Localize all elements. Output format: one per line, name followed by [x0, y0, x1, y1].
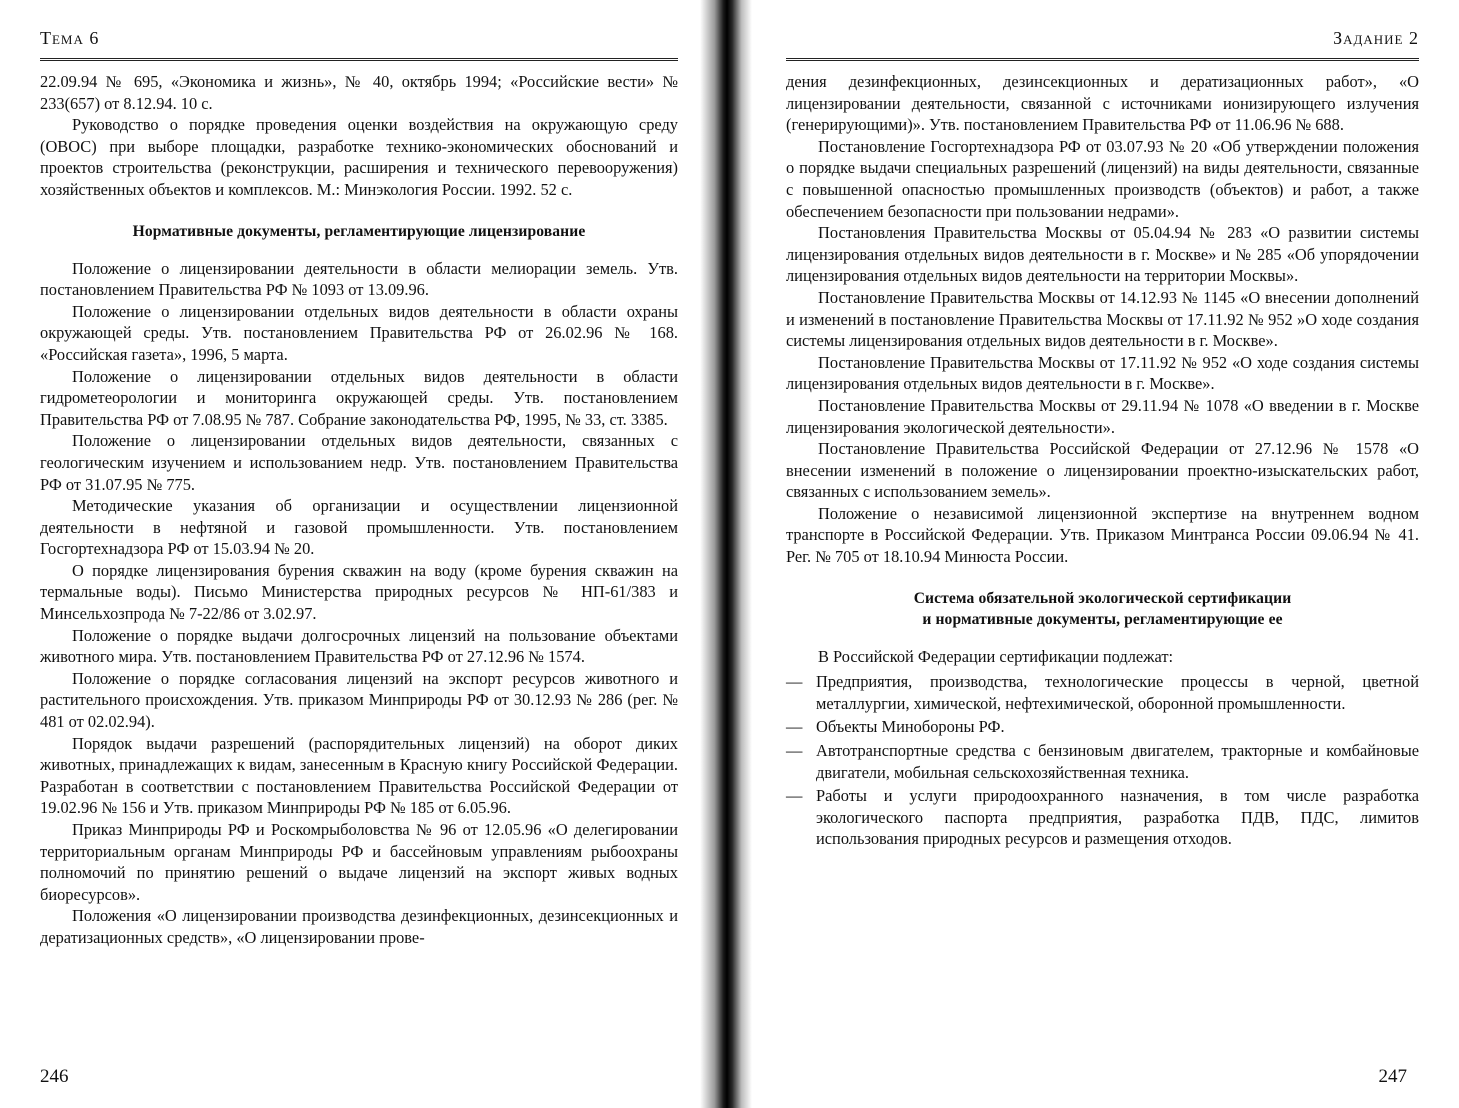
section-heading-line: и нормативные документы, регламентирующие ее [922, 610, 1283, 628]
running-head-right: Задание 2 [1333, 28, 1419, 48]
left-page [0, 0, 700, 1108]
section-heading-line: Система обязательной экологической сертификации [913, 589, 1292, 607]
section-heading [786, 588, 1419, 630]
paragraph: Положение о независимой лицензионной экспертизе на внутреннем водном транспорте в Российской Федерации. Утв. Приказом Минтранса России 09.06.94 № 41. Рег. № 705 от 18.10.94 Минюста России. [786, 503, 1419, 567]
paragraph: Руководство о порядке проведения оценки воздействия на окружающую среду (ОВОС) при выборе площадки, разработке технико-экономических обоснований и проектов строительства (реконструкции, расширения и технического перевооружения) хозяйственных объектов и комплексов. М.: Минэкология России. 1992. 52 с. [40, 115, 678, 199]
header-rule-left [40, 58, 678, 61]
paragraph: О порядке лицензирования бурения скважин на воду (кроме бурения скважин на термальные воды). Письмо Министерства природных ресурсов № НП-61/383 и Минсельхозпрода № 7-22/86 от 3.02.97. [40, 560, 678, 624]
paragraph: Положение о лицензировании отдельных видов деятельности в области гидрометеорологии и мониторинга окружающей среды. Утв. постановлением Правительства РФ от 7.08.95 № 787. Собрание законодательства РФ, 1995, № 33, ст. 3385. [40, 366, 678, 429]
paragraph: Постановление Правительства Москвы от 14.12.93 № 1145 «О внесении дополнений и изменений в постановление Правительства Москвы от 17.11.92 № 952 »О ходе создания системы лицензирования отдельных видов деятельности в г. Москве». [786, 287, 1419, 351]
paragraph: 22.09.94 № 695, «Экономика и жизнь», № 40, октябрь 1994; «Российские вести» № 233(657) от 8.12.94. 10 с. [40, 72, 678, 113]
paragraph: дения дезинфекционных, дезинсекционных и дератизационных работ», «О лицензировании деятельности, связанной с источниками ионизирующего излучения (генерирующими)». Утв. постановлением Правительства РФ от 11.06.96 № 688. [786, 72, 1419, 135]
paragraph: Положение о порядке выдачи долгосрочных лицензий на пользование объектами животного мира. Утв. постановлением Правительства РФ от 27.12.96 № 1574. [40, 625, 678, 667]
paragraph: Постановление Госгортехнадзора РФ от 03.07.93 № 20 «Об утверждении положения о порядке выдачи специальных разрешений (лицензий) на виды деятельности, связанные с повышенной опасностью промышленных производств (объектов) и работ, а также обеспечением безопасности при пользовании недрами». [786, 136, 1419, 221]
right-page-body [786, 71, 1419, 850]
paragraph: Приказ Минприроды РФ и Роскомрыболовства № 96 от 12.05.96 «О делегировании территориальным органам Минприроды РФ и бассейновым управлениям рыбоохраны полномочий по принятию решений о выдаче лицензий на экспорт живых водных биоресурсов». [40, 820, 678, 904]
paragraph: Положение о порядке согласования лицензий на экспорт ресурсов животного и растительного происхождения. Утв. приказом Минприроды РФ от 30.12.93 № 286 (рег. № 481 от 02.02.94). [40, 668, 678, 732]
paragraph: Постановление Правительства Москвы от 29.11.94 № 1078 «О введении в г. Москве лицензирования экологической деятельности». [786, 395, 1419, 437]
paragraph: Методические указания об организации и осуществлении лицензионной деятельности в нефтяной и газовой промышленности. Утв. постановлением Госгортехнадзора РФ от 15.03.94 № 20. [40, 496, 678, 559]
list-item: — Автотранспортные средства с бензиновым двигателем, тракторные и комбайновые двигатели, мобильная сельскохозяйственная техника. [786, 740, 1419, 783]
certification-list [786, 671, 1419, 850]
paragraph: Положение о лицензировании отдельных видов деятельности в области охраны окружающей среды. Утв. постановлением Правительства РФ от 26.02.96 № 168. «Российская газета», 1996, 5 марта. [40, 301, 678, 364]
list-intro: В Российской Федерации сертификации подлежат: [818, 646, 1174, 666]
page-number-left: 246 [40, 1066, 69, 1087]
list-item: — Объекты Минобороны РФ. [786, 716, 1419, 738]
paragraph: Постановление Правительства Москвы от 17.11.92 № 952 «О ходе создания системы лицензирования отдельных видов деятельности в г. Москве». [786, 352, 1419, 394]
paragraph: Постановление Правительства Российской Федерации от 27.12.96 № 1578 «О внесении изменений в положение о лицензировании проектно-изыскательских работ, связанных с использованием земель». [786, 439, 1419, 502]
paragraph: Постановления Правительства Москвы от 05.04.94 № 283 «О развитии системы лицензирования отдельных видов деятельности в г. Москве» и № 285 «Об упорядочении лицензирования отдельных видов деятельности на территории Москвы». [786, 223, 1419, 286]
list-item: — Работы и услуги природоохранного назначения, в том числе разработка экологического паспорта предприятия, разработка ПДВ, ПДС, лимитов использования природных ресурсов и размещения отходов. [786, 785, 1419, 850]
left-page-body [40, 71, 678, 949]
list-item: — Предприятия, производства, технологические процессы в черной, цветной металлургии, химической, нефтехимической, оборонной промышленности. [786, 671, 1419, 714]
book-gutter [700, 0, 752, 1108]
right-page [752, 0, 1459, 1108]
header-rule-right [786, 58, 1419, 61]
section-heading: Нормативные документы, регламентирующие лицензирование [132, 222, 586, 240]
paragraph: Положение о лицензировании отдельных видов деятельности, связанных с геологическим изучением и использованием недр. Утв. постановлением Правительства РФ от 31.07.95 № 775. [40, 431, 678, 494]
paragraph: Положение о лицензировании деятельности в области мелиорации земель. Утв. постановлением Правительства РФ № 1093 от 13.09.96. [40, 258, 678, 300]
page-number-right: 247 [1378, 1066, 1407, 1087]
paragraph: Порядок выдачи разрешений (распорядительных лицензий) на оборот диких животных, принадлежащих к видам, занесенным в Красную книгу Российской Федерации. Разработан в соответствии с постановлением Правительства Российской Федерации от 19.02.96 № 156 и Утв. приказом Минприроды РФ № 185 от 6.05.96. [40, 733, 678, 818]
running-head-left: Тема 6 [40, 28, 100, 48]
paragraph: Положения «О лицензировании производства дезинфекционных, дезинсекционных и дератизационных средств», «О лицензировании прове- [40, 906, 678, 947]
